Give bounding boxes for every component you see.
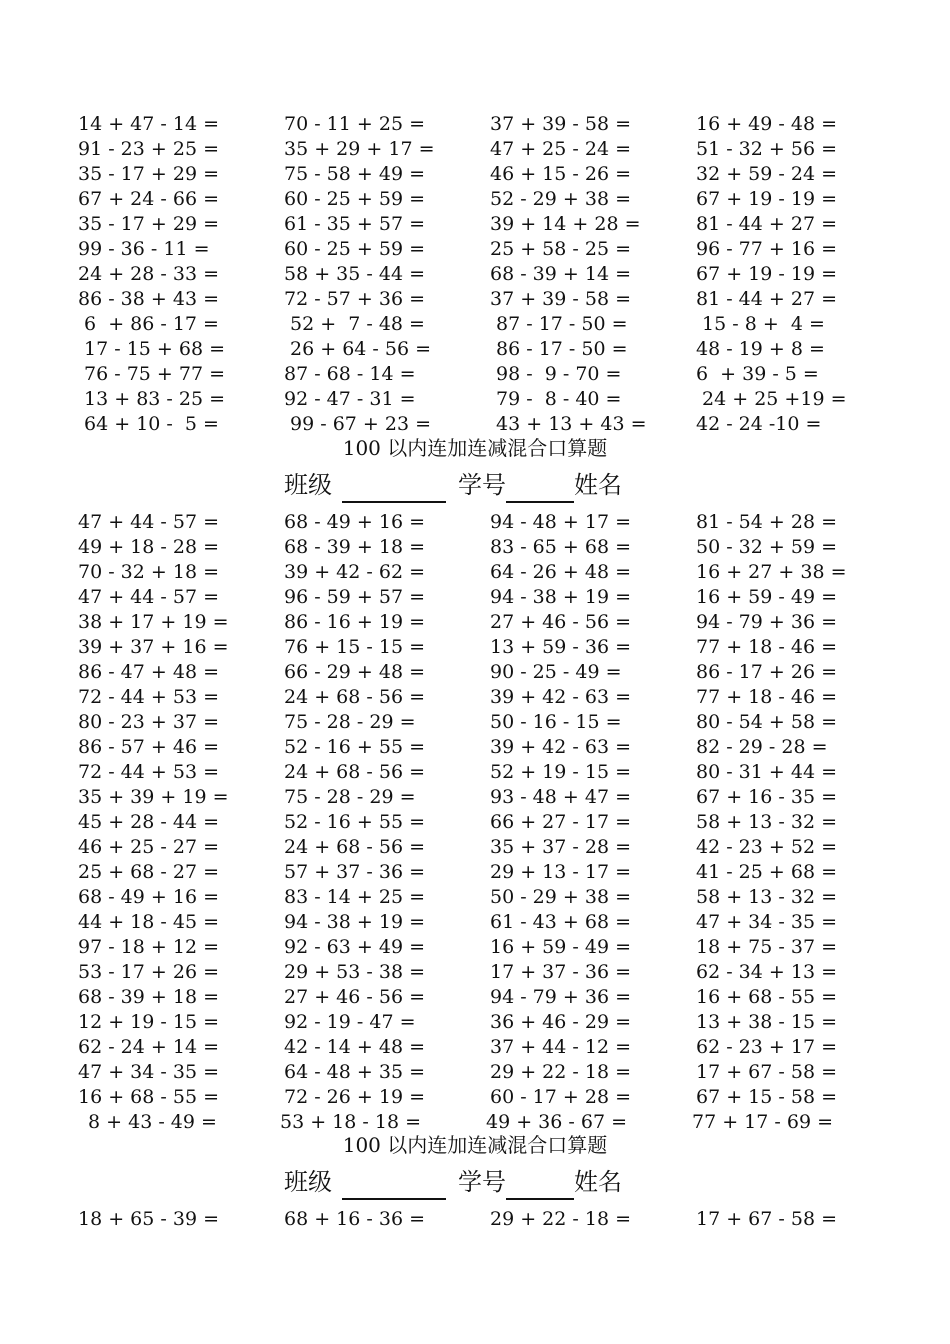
name-label: 姓名 [574, 471, 622, 499]
problem: 39 + 42 - 63 = [490, 686, 631, 708]
problem-row [0, 810, 950, 835]
problem-row [0, 112, 950, 137]
problem: 50 - 29 + 38 = [490, 886, 631, 908]
problem: 43 + 13 + 43 = [490, 413, 647, 435]
problem: 42 - 24 -10 = [696, 413, 822, 435]
problem: 81 - 54 + 28 = [696, 511, 837, 533]
problem: 50 - 16 - 15 = [490, 711, 622, 733]
problem: 86 - 57 + 46 = [78, 736, 219, 758]
problem: 16 + 59 - 49 = [490, 936, 631, 958]
problem: 12 + 19 - 15 = [78, 1011, 219, 1033]
problem: 47 + 34 - 35 = [78, 1061, 219, 1083]
problem: 39 + 37 + 16 = [78, 636, 229, 658]
problem-row [0, 287, 950, 312]
problem: 42 - 23 + 52 = [696, 836, 837, 858]
class-label: 班级 [284, 471, 332, 499]
problem-row [0, 1207, 950, 1232]
name-label: 姓名 [574, 1168, 622, 1196]
problem-row [0, 1010, 950, 1035]
problem: 92 - 63 + 49 = [284, 936, 425, 958]
problem: 18 + 65 - 39 = [78, 1208, 219, 1230]
problem: 75 - 28 - 29 = [284, 786, 416, 808]
problem: 80 - 31 + 44 = [696, 761, 837, 783]
problem: 80 - 54 + 58 = [696, 711, 837, 733]
problem: 17 - 15 + 68 = [78, 338, 226, 360]
problem: 86 - 17 - 50 = [490, 338, 628, 360]
problem: 52 + 19 - 15 = [490, 761, 631, 783]
problem: 47 + 34 - 35 = [696, 911, 837, 933]
problem-row [0, 387, 950, 412]
problem: 13 + 59 - 36 = [490, 636, 631, 658]
problem: 66 + 27 - 17 = [490, 811, 631, 833]
problem: 96 - 59 + 57 = [284, 586, 425, 608]
student-info-line [284, 1164, 622, 1200]
problem-row [0, 910, 950, 935]
problem: 48 - 19 + 8 = [696, 338, 825, 360]
problem: 61 - 35 + 57 = [284, 213, 425, 235]
problem-row [0, 935, 950, 960]
problem: 75 - 58 + 49 = [284, 163, 425, 185]
problem: 14 + 47 - 14 = [78, 113, 219, 135]
problem: 25 + 68 - 27 = [78, 861, 219, 883]
problem: 94 - 48 + 17 = [490, 511, 631, 533]
problem-row [0, 960, 950, 985]
problem: 68 - 39 + 18 = [78, 986, 219, 1008]
problem-row [0, 1035, 950, 1060]
problem: 37 + 39 - 58 = [490, 113, 631, 135]
problem: 92 - 47 - 31 = [284, 388, 416, 410]
problem-row [0, 137, 950, 162]
problem: 94 - 79 + 36 = [490, 986, 631, 1008]
problem: 61 - 43 + 68 = [490, 911, 631, 933]
problem: 83 - 14 + 25 = [284, 886, 425, 908]
problem: 42 - 14 + 48 = [284, 1036, 425, 1058]
problem: 15 - 8 + 4 = [696, 313, 825, 335]
problem: 39 + 14 + 28 = [490, 213, 641, 235]
problem: 27 + 46 - 56 = [284, 986, 425, 1008]
problem: 68 + 16 - 36 = [284, 1208, 425, 1230]
problem-row [0, 835, 950, 860]
problem: 77 + 18 - 46 = [696, 636, 837, 658]
problem: 49 + 18 - 28 = [78, 536, 219, 558]
problem: 53 + 18 - 18 = [280, 1111, 421, 1133]
problem: 24 + 68 - 56 = [284, 761, 425, 783]
problem: 47 + 44 - 57 = [78, 511, 219, 533]
problem: 81 - 44 + 27 = [696, 288, 837, 310]
problem-row [0, 262, 950, 287]
problem: 53 - 17 + 26 = [78, 961, 219, 983]
problem: 68 - 39 + 14 = [490, 263, 631, 285]
problem: 83 - 65 + 68 = [490, 536, 631, 558]
problem: 6 + 86 - 17 = [78, 313, 219, 335]
problem: 98 - 9 - 70 = [490, 363, 622, 385]
class-label: 班级 [284, 1168, 332, 1196]
problem: 24 + 25 +19 = [696, 388, 847, 410]
problem-row [0, 312, 950, 337]
problem: 87 - 68 - 14 = [284, 363, 416, 385]
problem: 29 + 22 - 18 = [490, 1061, 631, 1083]
problem: 49 + 36 - 67 = [486, 1111, 627, 1133]
problem: 24 + 68 - 56 = [284, 836, 425, 858]
problem-row [0, 585, 950, 610]
problem: 46 + 25 - 27 = [78, 836, 219, 858]
problem-row [0, 660, 950, 685]
problem-row [0, 685, 950, 710]
problem: 76 + 15 - 15 = [284, 636, 425, 658]
problem-row [0, 510, 950, 535]
problem: 16 + 59 - 49 = [696, 586, 837, 608]
problem: 47 + 25 - 24 = [490, 138, 631, 160]
problem: 52 - 16 + 55 = [284, 811, 425, 833]
problem: 26 + 64 - 56 = [284, 338, 432, 360]
problem: 67 + 15 - 58 = [696, 1086, 837, 1108]
problem-row [0, 412, 950, 437]
problem-row [0, 710, 950, 735]
problem: 64 - 26 + 48 = [490, 561, 631, 583]
problem: 72 - 44 + 53 = [78, 761, 219, 783]
problem: 47 + 44 - 57 = [78, 586, 219, 608]
problem-row [0, 1060, 950, 1085]
problem: 45 + 28 - 44 = [78, 811, 219, 833]
problem-row [0, 362, 950, 387]
problem-row [0, 610, 950, 635]
problem: 76 - 75 + 77 = [78, 363, 226, 385]
problem: 35 + 29 + 17 = [284, 138, 435, 160]
problem: 94 - 79 + 36 = [696, 611, 837, 633]
problem: 39 + 42 - 63 = [490, 736, 631, 758]
problem: 93 - 48 + 47 = [490, 786, 631, 808]
problem: 60 - 25 + 59 = [284, 238, 425, 260]
problem: 46 + 15 - 26 = [490, 163, 631, 185]
problem-row [0, 187, 950, 212]
problem: 36 + 46 - 29 = [490, 1011, 631, 1033]
class-blank [342, 1172, 446, 1200]
problem: 75 - 28 - 29 = [284, 711, 416, 733]
problem: 35 + 37 - 28 = [490, 836, 631, 858]
problem: 13 + 38 - 15 = [696, 1011, 837, 1033]
problem: 18 + 75 - 37 = [696, 936, 837, 958]
problem: 67 + 19 - 19 = [696, 263, 837, 285]
problem: 16 + 27 + 38 = [696, 561, 847, 583]
problem: 86 - 17 + 26 = [696, 661, 837, 683]
problem: 80 - 23 + 37 = [78, 711, 219, 733]
student-number-blank [506, 475, 574, 503]
problem: 70 - 32 + 18 = [78, 561, 219, 583]
problem: 81 - 44 + 27 = [696, 213, 837, 235]
problem: 92 - 19 - 47 = [284, 1011, 416, 1033]
problem: 37 + 44 - 12 = [490, 1036, 631, 1058]
class-blank [342, 475, 446, 503]
problem: 50 - 32 + 59 = [696, 536, 837, 558]
problem: 66 - 29 + 48 = [284, 661, 425, 683]
problem-row [0, 162, 950, 187]
problem: 99 - 36 - 11 = [78, 238, 210, 260]
problem: 86 - 47 + 48 = [78, 661, 219, 683]
problem: 58 + 35 - 44 = [284, 263, 425, 285]
problem: 57 + 37 - 36 = [284, 861, 425, 883]
student-number-label: 学号 [458, 1168, 506, 1196]
problem: 67 + 24 - 66 = [78, 188, 219, 210]
problem: 16 + 68 - 55 = [696, 986, 837, 1008]
problem: 35 - 17 + 29 = [78, 163, 219, 185]
worksheet-title: 100 以内连加连减混合口算题 [342, 1133, 608, 1157]
problem: 94 - 38 + 19 = [490, 586, 631, 608]
problem-row [0, 635, 950, 660]
problem: 67 + 16 - 35 = [696, 786, 837, 808]
problem: 82 - 29 - 28 = [696, 736, 828, 758]
problem: 70 - 11 + 25 = [284, 113, 425, 135]
problem: 17 + 67 - 58 = [696, 1061, 837, 1083]
problem: 62 - 34 + 13 = [696, 961, 837, 983]
problem-row [0, 237, 950, 262]
problem: 67 + 19 - 19 = [696, 188, 837, 210]
problem: 17 + 67 - 58 = [696, 1208, 837, 1230]
problem: 29 + 13 - 17 = [490, 861, 631, 883]
problem: 24 + 68 - 56 = [284, 686, 425, 708]
problem: 58 + 13 - 32 = [696, 886, 837, 908]
problem-row [0, 785, 950, 810]
problem-row [0, 535, 950, 560]
problem: 90 - 25 - 49 = [490, 661, 622, 683]
problem: 39 + 42 - 62 = [284, 561, 425, 583]
worksheet-title: 100 以内连加连减混合口算题 [342, 436, 608, 460]
problem: 52 - 16 + 55 = [284, 736, 425, 758]
problem: 64 - 48 + 35 = [284, 1061, 425, 1083]
problem: 35 + 39 + 19 = [78, 786, 229, 808]
student-number-blank [506, 1172, 574, 1200]
problem-row [0, 985, 950, 1010]
problem: 58 + 13 - 32 = [696, 811, 837, 833]
problem: 44 + 18 - 45 = [78, 911, 219, 933]
problem: 41 - 25 + 68 = [696, 861, 837, 883]
problem: 8 + 43 - 49 = [82, 1111, 217, 1133]
problem: 72 - 57 + 36 = [284, 288, 425, 310]
problem: 16 + 49 - 48 = [696, 113, 837, 135]
problem-row [0, 860, 950, 885]
problem: 72 - 26 + 19 = [284, 1086, 425, 1108]
problem: 77 + 17 - 69 = [692, 1111, 833, 1133]
problem: 91 - 23 + 25 = [78, 138, 219, 160]
problem: 64 + 10 - 5 = [78, 413, 219, 435]
problem: 16 + 68 - 55 = [78, 1086, 219, 1108]
problem: 94 - 38 + 19 = [284, 911, 425, 933]
problem: 68 - 39 + 18 = [284, 536, 425, 558]
problem: 52 + 7 - 48 = [284, 313, 425, 335]
problem: 72 - 44 + 53 = [78, 686, 219, 708]
problem: 60 - 25 + 59 = [284, 188, 425, 210]
student-number-label: 学号 [458, 471, 506, 499]
problem: 29 + 22 - 18 = [490, 1208, 631, 1230]
problem-row [0, 337, 950, 362]
problem: 24 + 28 - 33 = [78, 263, 219, 285]
problem: 79 - 8 - 40 = [490, 388, 622, 410]
student-info-line [284, 467, 622, 503]
problem: 99 - 67 + 23 = [284, 413, 432, 435]
problem: 17 + 37 - 36 = [490, 961, 631, 983]
problem: 29 + 53 - 38 = [284, 961, 425, 983]
problem: 96 - 77 + 16 = [696, 238, 837, 260]
problem: 52 - 29 + 38 = [490, 188, 631, 210]
problem: 86 - 16 + 19 = [284, 611, 425, 633]
problem: 97 - 18 + 12 = [78, 936, 219, 958]
problem-row [0, 735, 950, 760]
problem: 38 + 17 + 19 = [78, 611, 229, 633]
problem: 60 - 17 + 28 = [490, 1086, 631, 1108]
problem: 13 + 83 - 25 = [78, 388, 226, 410]
problem: 32 + 59 - 24 = [696, 163, 837, 185]
problem: 37 + 39 - 58 = [490, 288, 631, 310]
problem-row [0, 1085, 950, 1110]
problem: 27 + 46 - 56 = [490, 611, 631, 633]
problem: 77 + 18 - 46 = [696, 686, 837, 708]
problem-row [0, 560, 950, 585]
problem-row [0, 760, 950, 785]
problem: 86 - 38 + 43 = [78, 288, 219, 310]
problem: 25 + 58 - 25 = [490, 238, 631, 260]
problem: 6 + 39 - 5 = [696, 363, 819, 385]
problem-row [0, 212, 950, 237]
problem-row [0, 885, 950, 910]
problem: 62 - 23 + 17 = [696, 1036, 837, 1058]
problem: 35 - 17 + 29 = [78, 213, 219, 235]
problem: 62 - 24 + 14 = [78, 1036, 219, 1058]
problem: 68 - 49 + 16 = [78, 886, 219, 908]
problem: 68 - 49 + 16 = [284, 511, 425, 533]
problem: 51 - 32 + 56 = [696, 138, 837, 160]
problem: 87 - 17 - 50 = [490, 313, 628, 335]
